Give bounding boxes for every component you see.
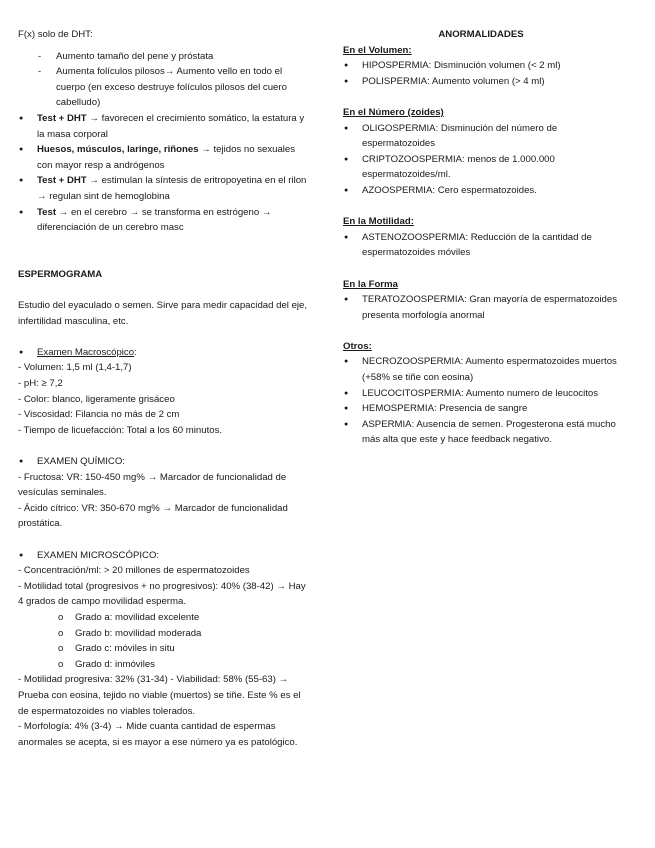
dht-bullet-item: [18, 205, 310, 236]
forma-item: ● TERATOZOOSPERMIA: Gran mayoría de espermatozoides presenta morfología anormal: [343, 292, 619, 323]
macro-line: - Viscosidad: Filancia no más de 2 cm: [18, 409, 180, 421]
left-column: [18, 27, 310, 750]
section-heading-forma: En la Forma: [343, 278, 398, 290]
dht-dash-item: - Aumento tamaño del pene y próstata: [18, 49, 310, 65]
macro-heading: [18, 345, 310, 361]
volumen-item: ● POLISPERMIA: Aumento volumen (> 4 ml): [343, 74, 619, 90]
micro-line: - Concentración/ml: > 20 millones de espermatozoides: [18, 565, 250, 577]
espermograma-title: ESPERMOGRAMA: [18, 268, 103, 280]
bullet-text: → favorecen el crecimiento somático, la estatura y la masa corporal: [37, 112, 305, 140]
microscopico-heading: ● EXAMEN MICROSCÓPICO:: [18, 548, 310, 564]
macro-colon: :: [134, 346, 137, 358]
grado-item: o Grado c: móviles in situ: [18, 641, 310, 657]
grado-item: o Grado d: inmóviles: [18, 657, 310, 673]
otros-item: ● NECROZOOSPERMIA: Aumento espermatozoides muertos (+58% se tiñe con eosina): [343, 354, 619, 385]
macro-line: - Color: blanco, ligeramente grisáceo: [18, 393, 175, 405]
section-heading-volumen: En el Volumen:: [343, 44, 412, 56]
numero-item: ● AZOOSPERMIA: Cero espermatozoides.: [343, 183, 619, 199]
macro-line: - pH: ≥ 7,2: [18, 378, 63, 390]
dht-bullet-item: [18, 142, 310, 173]
anormalidades-title: ANORMALIDADES: [438, 29, 524, 40]
espermograma-intro: Estudio del eyaculado o semen. Sirve para medir capacidad del eje, infertilidad masculina, etc.: [18, 300, 308, 327]
quimico-heading: ● EXAMEN QUÍMICO:: [18, 454, 310, 470]
right-column: [343, 27, 619, 448]
otros-item: ● LEUCOCITOSPERMIA: Aumento numero de leucocitos: [343, 386, 619, 402]
bullet-text: → en el cerebro → se transforma en estrógeno → diferenciación de un cerebro masc: [37, 206, 272, 234]
quimico-line: - Fructosa: VR: 150-450 mg% → Marcador de funcionalidad de vesículas seminales.: [18, 471, 287, 499]
bullet-bold: Test + DHT: [37, 112, 87, 124]
numero-item: ● CRIPTOZOOSPERMIA: menos de 1.000.000 espermatozoides/ml.: [343, 152, 619, 183]
micro-tail-line: - Motilidad progresiva: 32% (31-34) - Viabilidad: 58% (55-63) → Prueba con eosina, tejido no viable (muertos) se tiñe. Este % es el de espermatozoides no viables tolerados.: [18, 674, 301, 717]
motilidad-item: ● ASTENOZOOSPERMIA: Reducción de la cantidad de espermatozoides móviles: [343, 230, 619, 261]
volumen-item: ● HIPOSPERMIA: Disminución volumen (< 2 ml): [343, 58, 619, 74]
dht-title: F(x) solo de DHT:: [18, 29, 93, 40]
bullet-text: → tejidos no sexuales con mayor resp a andrógenos: [37, 144, 296, 171]
quimico-line: - Ácido cítrico: VR: 350-670 mg% → Marcador de funcionalidad prostática.: [18, 502, 288, 530]
bullet-bold: Test: [37, 206, 57, 218]
numero-item: ● OLIGOSPERMIA: Disminución del número de espermatozoides: [343, 121, 619, 152]
macro-line: - Volumen: 1,5 ml (1,4-1,7): [18, 362, 132, 374]
otros-item: ● HEMOSPERMIA: Presencia de sangre: [343, 401, 619, 417]
micro-line: - Motilidad total (progresivos + no progresivos): 40% (38-42) → Hay 4 grados de campo movilidad esperma.: [18, 580, 306, 608]
macro-line: - Tiempo de licuefacción: Total a los 60 minutos.: [18, 424, 223, 436]
otros-item: ● ASPERMIA: Ausencia de semen. Progesterona está mucho más alta que este y hace feedback negativo.: [343, 417, 619, 448]
dht-bullet-item: [18, 173, 310, 204]
section-heading-motilidad: En la Motilidad:: [343, 216, 414, 228]
section-heading-otros: Otros:: [343, 340, 372, 352]
bullet-text: → estimulan la síntesis de eritropoyetina en el rilon → regulan sint de hemoglobina: [37, 175, 307, 202]
dht-dash-item: - Aumenta folículos pilosos→ Aumento vello en todo el cuerpo (en exceso destruye folículos pilosos del cuero cabelludo): [18, 64, 310, 111]
bullet-bold: Huesos, músculos, laringe, riñones: [37, 144, 199, 156]
micro-tail-line: - Morfología: 4% (3-4) → Mide cuanta cantidad de espermas anormales se acepta, si es mayor a ese número ya es patológico.: [18, 721, 298, 748]
section-heading-numero: En el Número (zoides): [343, 106, 444, 118]
grado-item: o Grado a: movilidad excelente: [18, 610, 310, 626]
grado-item: o Grado b: movilidad moderada: [18, 626, 310, 642]
dht-bullet-item: [18, 111, 310, 142]
bullet-bold: Test + DHT: [37, 175, 87, 187]
macro-title: Examen Macroscópico: [37, 346, 135, 358]
